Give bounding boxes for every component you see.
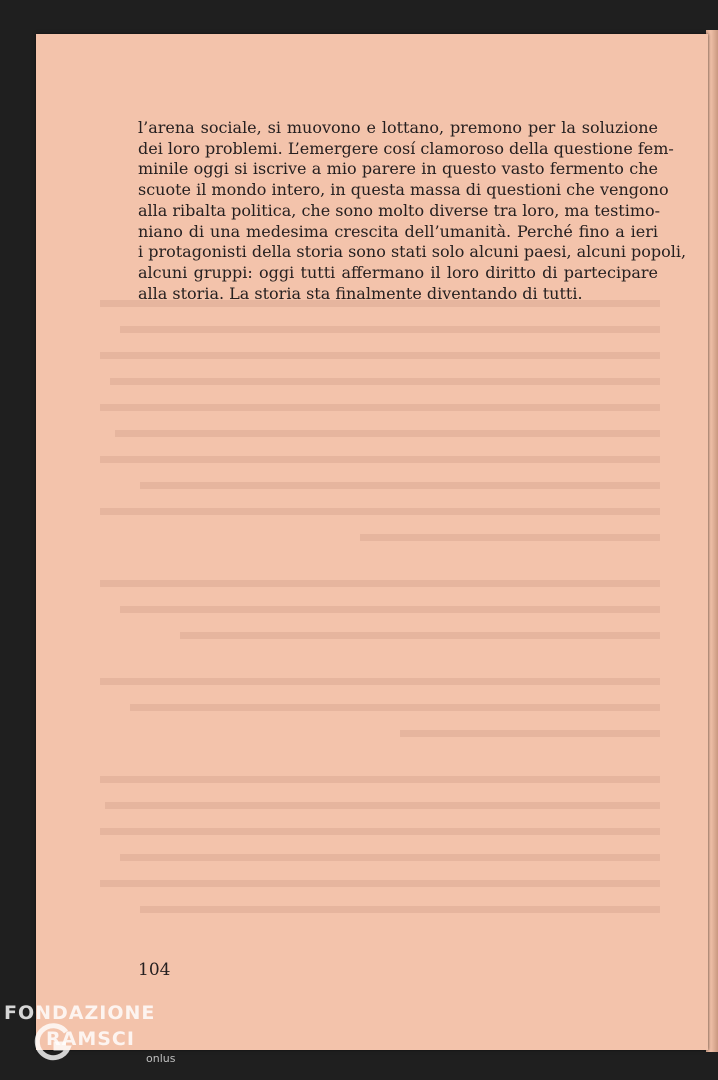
text-line-2: dei loro problemi. L’emergere cosí clamoroso della questione fem- (138, 138, 674, 158)
page-number: 104 (138, 960, 171, 980)
watermark-line-2: RAMSCI (46, 1028, 135, 1050)
text-line-9: alla storia. La storia sta finalmente diventando di tutti. (138, 283, 583, 303)
text-line-6: niano di una medesima crescita dell’umanità. Perché fino a ieri (138, 221, 658, 241)
fondazione-gramsci-watermark (4, 1002, 204, 1078)
watermark-line-1: FONDAZIONE (4, 1002, 156, 1024)
text-line-4: scuote il mondo intero, in questa massa di questioni che vengono (138, 180, 669, 200)
show-through-texture (100, 300, 660, 940)
text-line-3: minile oggi si iscrive a mio parere in questo vasto fermento che (138, 159, 658, 179)
text-line-1: l’arena sociale, si muovono e lottano, premono per la soluzione (138, 118, 658, 137)
text-line-5: alla ribalta politica, che sono molto diverse tra loro, ma testimo- (138, 200, 661, 220)
text-line-8: alcuni gruppi: oggi tutti affermano il loro diritto di partecipare (138, 262, 658, 282)
show-through-lines (100, 300, 660, 940)
text-line-7: i protagonisti della storia sono stati solo alcuni paesi, alcuni popoli, (138, 242, 687, 262)
watermark-suffix: onlus (146, 1052, 176, 1065)
body-paragraph (138, 118, 687, 304)
